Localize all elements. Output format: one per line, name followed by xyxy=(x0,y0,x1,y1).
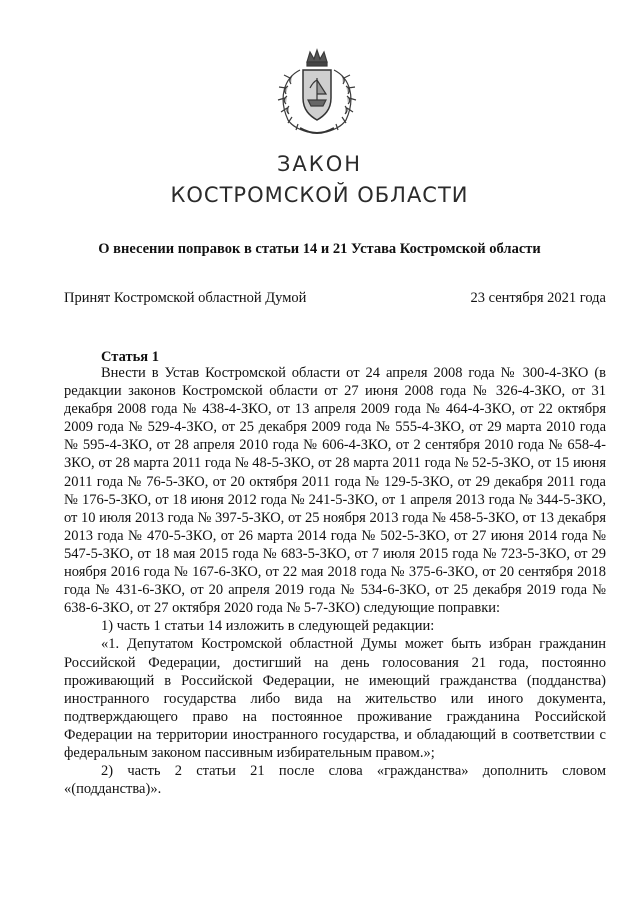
article-quote: «1. Депутатом Костромской областной Думы может быть избран гражданин Российской Федерации, достигший на день голосования 21 года, постоянно проживающий в Российской Федерации, не имеющий гражданства (подданства) иностранного государства либо вида на жительство или иного документа, подтверждающего право на постоянное проживание гражданина Российской Федерации на территории иностранного государства, и обладающий в соответствии с федеральным законом пассивным избирательным правом.»; xyxy=(64,636,606,761)
article-title: Статья 1 xyxy=(101,349,159,365)
law-title: ЗАКОН xyxy=(276,152,363,176)
article-item-2: 2) часть 2 статьи 21 после слова «гражданства» дополнить словом «(подданства)». xyxy=(64,763,606,798)
article-item-1: 1) часть 1 статьи 14 изложить в следующей редакции: xyxy=(101,618,435,635)
article-intro: Внести в Устав Костромской области от 24 апреля 2008 года № 300-4-ЗКО (в редакции законов Костромской области от 27 июня 2008 года № 326-4-ЗКО, от 31 декабря 2008 года № 438-4-ЗКО, от 13 апреля 2009 года № 464-4-ЗКО, от 22 октября 2009 года № 529-4-ЗКО, от 25 декабря 2009 года № 555-4-ЗКО, от 29 марта 2010 года № 595-4-ЗКО, от 28 апреля 2010 года № 606-4-ЗКО, от 2 сентября 2010 года № 658-4-ЗКО, от 28 марта 2011 года № 48-5-ЗКО, от 28 марта 2011 года № 52-5-ЗКО, от 15 июня 2011 года № 76-5-ЗКО, от 20 октября 2011 года № 129-5-ЗКО, от 29 декабря 2011 года № 176-5-ЗКО, от 18 июня 2012 года № 241-5-ЗКО, от 1 апреля 2013 года № 344-5-ЗКО, от 10 июля 2013 года № 397-5-ЗКО, от 25 ноября 2013 года № 458-5-ЗКО, от 13 декабря 2013 года № 470-5-ЗКО, от 26 марта 2014 года № 502-5-ЗКО, от 27 июня 2014 года № 547-5-ЗКО, от 18 мая 2015 года № 683-5-ЗКО, от 7 июля 2015 года № 723-5-ЗКО, от 29 ноября 2016 года № 167-6-ЗКО, от 22 мая 2018 года № 375-6-ЗКО, от 20 сентября 2018 года № 431-6-ЗКО, от 20 апреля 2019 года № 534-6-ЗКО, от 25 декабря 2019 года № 638-6-ЗКО, от 27 октября 2020 года № 5-7-ЗКО) следующие поправки: xyxy=(64,365,606,617)
accepted-by: Принят Костромской областной Думой xyxy=(64,290,307,306)
article-body xyxy=(64,364,606,798)
accepted-date: 23 сентября 2021 года xyxy=(470,290,606,306)
law-region: КОСТРОМСКОЙ ОБЛАСТИ xyxy=(170,183,469,207)
document-heading: О внесении поправок в статьи 14 и 21 Устава Костромской области xyxy=(98,241,541,257)
coat-of-arms-icon xyxy=(270,48,364,136)
